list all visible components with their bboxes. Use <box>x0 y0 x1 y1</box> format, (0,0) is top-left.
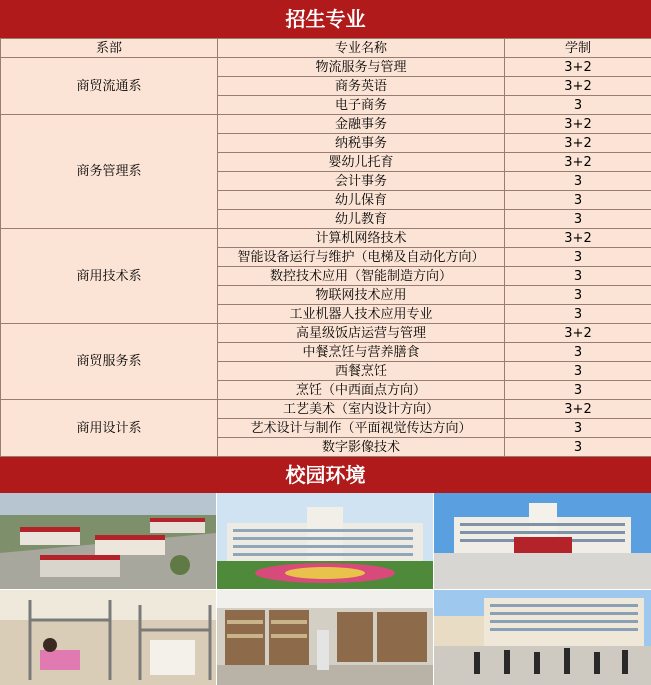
duration-cell: 3 <box>505 172 651 191</box>
major-name-cell: 工业机器人技术应用专业 <box>218 305 505 324</box>
header-major: 专业名称 <box>218 39 505 58</box>
duration-cell: 3 <box>505 96 651 115</box>
duration-cell: 3 <box>505 210 651 229</box>
enrollment-majors-banner: 招生专业 <box>0 0 651 38</box>
major-name-cell: 幼儿保育 <box>218 191 505 210</box>
table-row <box>1 400 651 419</box>
majors-body <box>1 58 651 457</box>
duration-cell: 3 <box>505 305 651 324</box>
majors-table <box>0 38 651 457</box>
major-name-cell: 电子商务 <box>218 96 505 115</box>
duration-cell: 3+2 <box>505 77 651 96</box>
table-row <box>1 324 651 343</box>
major-name-cell: 烹饪（中西面点方向） <box>218 381 505 400</box>
department-cell: 商务管理系 <box>1 115 218 229</box>
table-row <box>1 115 651 134</box>
major-name-cell: 幼儿教育 <box>218 210 505 229</box>
major-name-cell: 会计事务 <box>218 172 505 191</box>
major-name-cell: 中餐烹饪与营养膳食 <box>218 343 505 362</box>
students-walking-image <box>434 590 651 685</box>
dormitory-photo <box>0 590 216 685</box>
teaching-building-image <box>434 493 651 589</box>
major-name-cell: 商务英语 <box>218 77 505 96</box>
duration-cell: 3 <box>505 381 651 400</box>
major-name-cell: 工艺美术（室内设计方向） <box>218 400 505 419</box>
students-walking-photo <box>434 590 651 685</box>
major-name-cell: 数字影像技术 <box>218 438 505 457</box>
main-building-image <box>217 493 433 589</box>
major-name-cell: 物联网技术应用 <box>218 286 505 305</box>
header-duration: 学制 <box>505 39 651 58</box>
table-row <box>1 58 651 77</box>
table-header-row <box>1 39 651 58</box>
campus-photo-grid <box>0 493 651 685</box>
duration-cell: 3+2 <box>505 115 651 134</box>
main-building-photo <box>217 493 433 589</box>
department-cell: 商贸服务系 <box>1 324 218 400</box>
header-department: 系部 <box>1 39 218 58</box>
table-row <box>1 229 651 248</box>
duration-cell: 3+2 <box>505 153 651 172</box>
duration-cell: 3 <box>505 286 651 305</box>
department-cell: 商用技术系 <box>1 229 218 324</box>
duration-cell: 3 <box>505 343 651 362</box>
major-name-cell: 金融事务 <box>218 115 505 134</box>
major-name-cell: 西餐烹饪 <box>218 362 505 381</box>
library-photo <box>217 590 433 685</box>
campus-aerial-photo <box>0 493 216 589</box>
major-name-cell: 艺术设计与制作（平面视觉传达方向） <box>218 419 505 438</box>
major-name-cell: 婴幼儿托育 <box>218 153 505 172</box>
major-name-cell: 计算机网络技术 <box>218 229 505 248</box>
duration-cell: 3 <box>505 419 651 438</box>
department-cell: 商贸流通系 <box>1 58 218 115</box>
duration-cell: 3+2 <box>505 400 651 419</box>
duration-cell: 3 <box>505 362 651 381</box>
teaching-building-photo <box>434 493 651 589</box>
major-name-cell: 纳税事务 <box>218 134 505 153</box>
major-name-cell: 智能设备运行与维护（电梯及自动化方向） <box>218 248 505 267</box>
major-name-cell: 数控技术应用（智能制造方向） <box>218 267 505 286</box>
campus-aerial-image <box>0 493 216 589</box>
library-image <box>217 590 433 685</box>
duration-cell: 3+2 <box>505 229 651 248</box>
major-name-cell: 高星级饭店运营与管理 <box>218 324 505 343</box>
major-name-cell: 物流服务与管理 <box>218 58 505 77</box>
dormitory-image <box>0 590 216 685</box>
duration-cell: 3 <box>505 438 651 457</box>
duration-cell: 3+2 <box>505 58 651 77</box>
duration-cell: 3 <box>505 267 651 286</box>
duration-cell: 3 <box>505 248 651 267</box>
duration-cell: 3 <box>505 191 651 210</box>
duration-cell: 3+2 <box>505 324 651 343</box>
campus-environment-banner: 校园环境 <box>0 457 651 493</box>
duration-cell: 3+2 <box>505 134 651 153</box>
department-cell: 商用设计系 <box>1 400 218 457</box>
